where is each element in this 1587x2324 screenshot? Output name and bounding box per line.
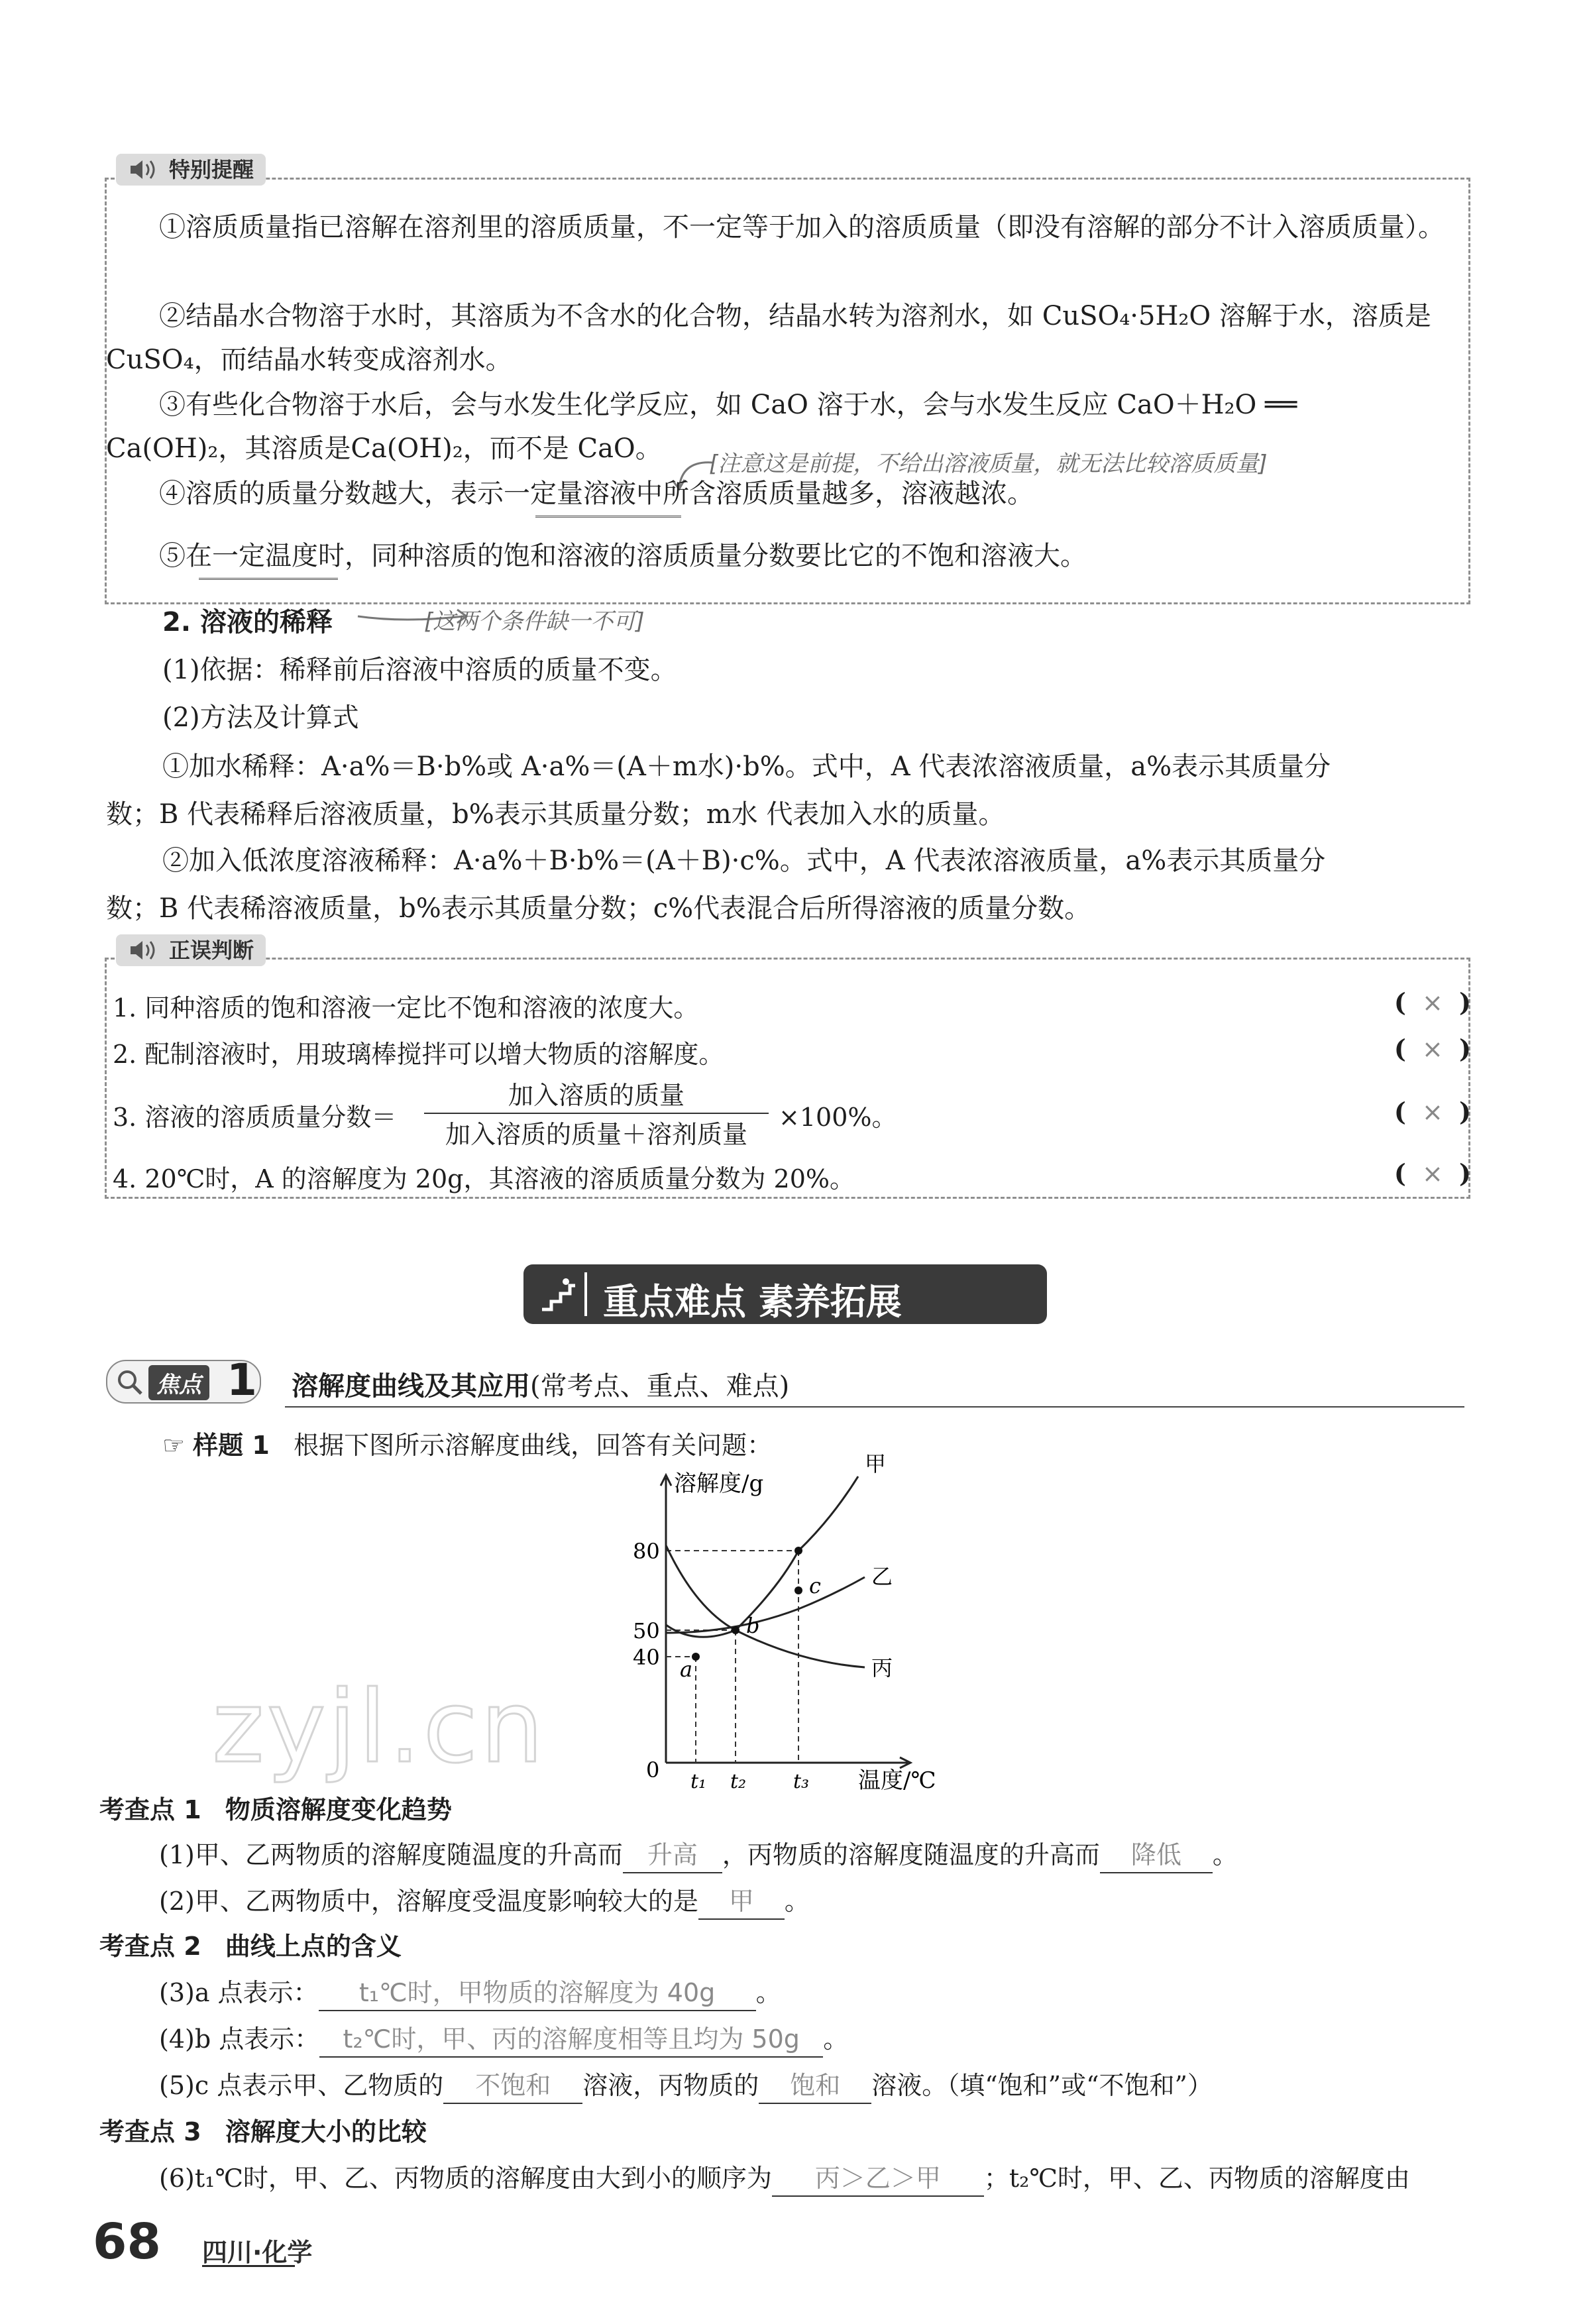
series-label-yi: 乙	[871, 1564, 893, 1589]
underline-2	[199, 578, 338, 580]
speaker-icon	[125, 934, 162, 966]
tip-p5: ⑤在一定温度时，同种溶质的饱和溶液的溶质质量分数要比它的不饱和溶液大。	[159, 541, 1087, 571]
series-bing	[666, 1545, 865, 1667]
judge-mark-2: ( × )	[1394, 1034, 1471, 1064]
focus-rule	[285, 1406, 1464, 1408]
underline-1	[535, 516, 681, 518]
focus-tag	[106, 1355, 261, 1406]
point-jia-t3	[794, 1547, 802, 1555]
q6: (6)t₁℃时，甲、乙、丙物质的溶解度由大到小的顺序为 丙＞乙＞甲 ；t₂℃时，甲、乙、丙物质的溶解度由	[159, 2158, 1410, 2197]
q1: (1)甲、乙两物质的溶解度随温度的升高而 升高 ，丙物质的溶解度随温度的升高而 降低 。	[159, 1834, 1238, 1873]
kp2: 考查点 2 曲线上点的含义	[99, 1932, 402, 1961]
tip-p1: ①溶质质量指已溶解在溶剂里的溶质质量，不一定等于加入的溶质质量（即没有溶解的部分不计入溶质质量）。	[159, 212, 1445, 243]
banner-text: 重点难点 素养拓展	[603, 1281, 902, 1323]
footer-subject: 四川·化学	[202, 2238, 313, 2267]
judge-item-3: 3. 溶液的溶质质量分数＝	[113, 1103, 397, 1132]
x-tick-t₃: t₃	[793, 1770, 810, 1793]
judge-mark-3: ( × )	[1394, 1097, 1471, 1127]
tip-p4: ④溶质的质量分数越大，表示一定量溶液中所含溶质质量越多，溶液越浓。	[159, 478, 1034, 509]
tip-p2: ②结晶水合物溶于水时，其溶质为不含水的化合物，结晶水转为溶剂水，如 CuSO₄·5H₂O 溶解于水，溶质是 CuSO₄，而结晶水转变成溶剂水。	[106, 301, 1431, 375]
kp3: 考查点 3 溶解度大小的比较	[99, 2117, 427, 2146]
dilution-m2a: ②加入低浓度溶液稀释：A·a%＋B·b%＝(A＋B)·c%。式中，A 代表浓溶液质量，a%表示其质量分	[162, 846, 1326, 876]
example-label: 样题 1	[193, 1431, 270, 1460]
judge-label: 正误判断	[169, 938, 254, 963]
q2-answer[interactable]: 甲	[698, 1884, 785, 1920]
focus-title: 溶解度曲线及其应用	[292, 1371, 530, 1402]
judge-mark-1: ( × )	[1394, 987, 1471, 1017]
point-label-b: b	[746, 1613, 760, 1638]
judge-tag	[116, 934, 266, 966]
q2: (2)甲、乙两物质中，溶解度受温度影响较大的是 甲 。	[159, 1881, 810, 1920]
judge-item-2: 2. 配制溶液时，用玻璃棒搅拌可以增大物质的溶解度。	[113, 1040, 724, 1069]
dilution-note: [这两个条件缺一不可]	[424, 608, 645, 635]
series-yi	[666, 1577, 865, 1633]
kp1: 考查点 1 物质溶解度变化趋势	[99, 1795, 452, 1824]
tip-label: 特别提醒	[169, 157, 254, 182]
page-number: 68	[93, 2213, 161, 2270]
q4-answer[interactable]: t₂℃时，甲、丙的溶解度相等且均为 50g	[319, 2022, 823, 2058]
dilution-m2b: 数；B 代表稀溶液质量，b%表示其质量分数；c%代表混合后所得溶液的质量分数。	[106, 893, 1091, 924]
q4: (4)b 点表示： t₂℃时，甲、丙的溶解度相等且均为 50g 。	[159, 2019, 848, 2058]
q5-answer-1[interactable]: 不饱和	[443, 2068, 582, 2104]
y-axis-label: 溶解度/g	[674, 1470, 764, 1497]
dilution-method: (2)方法及计算式	[162, 702, 359, 733]
speaker-icon	[125, 154, 162, 186]
dilution-basis: (1)依据：稀释前后溶液中溶质的质量不变。	[162, 655, 677, 685]
focus-subtitle: (常考点、重点、难点)	[530, 1371, 790, 1402]
fraction-tail: ×100%。	[779, 1103, 897, 1132]
judge-item-4: 4. 20℃时，A 的溶解度为 20g，其溶液的溶质质量分数为 20%。	[113, 1164, 855, 1193]
point-b	[732, 1626, 739, 1634]
footer-rule	[202, 2265, 295, 2267]
fraction-numerator: 加入溶质的质量	[424, 1075, 769, 1114]
watermark: zyjl.cn	[212, 1670, 547, 1785]
judge-fraction	[424, 1075, 769, 1150]
focus-title-row	[292, 1365, 789, 1403]
point-c	[794, 1586, 802, 1594]
example-text: 根据下图所示溶解度曲线，回答有关问题：	[294, 1431, 773, 1460]
y-tick-50: 50	[633, 1618, 660, 1643]
section-banner	[523, 1264, 1047, 1324]
tip-p3a: ③有些化合物溶于水后，会与水发生化学反应，如 CaO 溶于水，会与水发生反应 CaO＋H₂O ══	[159, 390, 1297, 420]
x-tick-t₁: t₁	[690, 1770, 707, 1793]
q5-answer-2[interactable]: 饱和	[759, 2068, 871, 2104]
focus-num: 1	[227, 1355, 257, 1406]
tip-tag	[116, 154, 266, 186]
magnifier-icon	[115, 1368, 144, 1397]
dilution-m1a: ①加水稀释：A·a%＝B·b%或 A·a%＝(A＋m水)·b%。式中，A 代表浓溶液质量，a%表示其质量分	[162, 751, 1331, 782]
focus-tag-label: 焦点	[148, 1365, 209, 1400]
q3-answer[interactable]: t₁℃时，甲物质的溶解度为 40g	[319, 1975, 756, 2011]
pointing-hand-icon: ☞	[162, 1431, 186, 1460]
series-label-bing: 丙	[871, 1655, 893, 1681]
point-label-a: a	[680, 1657, 693, 1682]
y-tick-40: 40	[633, 1645, 660, 1670]
judge-mark-4: ( × )	[1394, 1158, 1471, 1188]
series-jia	[666, 1476, 858, 1637]
series-label-jia: 甲	[865, 1451, 887, 1476]
q1-answer-1[interactable]: 升高	[623, 1838, 722, 1873]
x-axis-label: 温度/℃	[858, 1767, 936, 1794]
q3: (3)a 点表示： t₁℃时，甲物质的溶解度为 40g 。	[159, 1972, 781, 2011]
fraction-denominator: 加入溶质的质量＋溶剂质量	[445, 1120, 747, 1149]
dilution-m1b: 数；B 代表稀释后溶液质量，b%表示其质量分数；m水 代表加入水的质量。	[106, 799, 1005, 830]
q5: (5)c 点表示甲、乙物质的 不饱和 溶液，丙物质的 饱和 溶液。（填“饱和”或“不饱和”）	[159, 2065, 1213, 2104]
q1-answer-2[interactable]: 降低	[1100, 1838, 1213, 1873]
example-row	[162, 1425, 772, 1461]
point-label-c: c	[809, 1573, 821, 1598]
point-a	[692, 1653, 700, 1661]
solubility-chart	[596, 1451, 967, 1794]
q6-answer[interactable]: 丙＞乙＞甲	[772, 2161, 984, 2197]
tip-p3-note: [注意这是前提，不给出溶液质量，就无法比较溶质质量]	[709, 451, 1268, 477]
x-tick-t₂: t₂	[730, 1770, 747, 1793]
tip-p3b: Ca(OH)₂，其溶质是Ca(OH)₂，而不是 CaO。	[106, 433, 662, 464]
y-tick-80: 80	[633, 1539, 660, 1564]
origin-label: 0	[646, 1757, 660, 1783]
dilution-title: 2. 溶液的稀释	[162, 607, 333, 637]
stairs-icon	[539, 1276, 576, 1313]
judge-item-1: 1. 同种溶质的饱和溶液一定比不饱和溶液的浓度大。	[113, 993, 699, 1023]
